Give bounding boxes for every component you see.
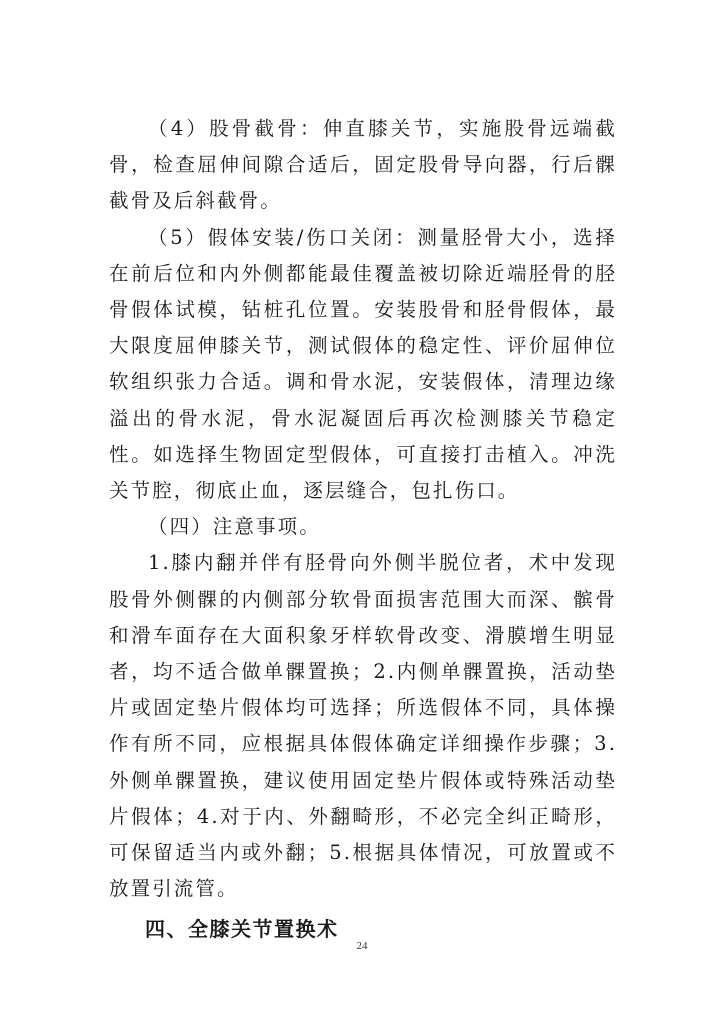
paragraph-femoral-osteotomy: （4）股骨截骨：伸直膝关节，实施股骨远端截骨，检查屈伸间隙合适后，固定股骨导向器，行后髁截骨及后斜截骨。	[109, 117, 617, 213]
section-title: 四、全膝关节置换术	[145, 917, 339, 942]
page-number: 24	[356, 940, 368, 952]
subheading-precautions: （四）注意事项。	[148, 515, 321, 539]
paragraph-precautions-list: 1.膝内翻并伴有胫骨向外侧半脱位者，术中发现股骨外侧髁的内侧部分软骨面损害范围大而深、髌骨和滑车面存在大面积象牙样软骨改变、滑膜增生明显者，均不适合做单髁置换；2.内侧单髁置换，活动垫片或固定垫片假体均可选择；所选假体不同，具体操作有所不同，应根据具体假体确定详细操作步骤；3.外侧单髁置换，建议使用固定垫片假体或特殊活动垫片假体；4.对于内、外翻畸形，不必完全纠正畸形，可保留适当内或外翻；5.根据具体情况，可放置或不放置引流管。	[109, 551, 617, 901]
paragraph-prosthesis-installation: （5）假体安装/伤口关闭：测量胫骨大小，选择在前后位和内外侧都能最佳覆盖被切除近端胫骨的胫骨假体试模，钻桩孔位置。安装股骨和胫骨假体，最大限度屈伸膝关节，测试假体的稳定性、评价屈伸位软组织张力合适。调和骨水泥，安装假体，清理边缘溢出的骨水泥，骨水泥凝固后再次检测膝关节稳定性。如选择生物固定型假体，可直接打击植入。冲洗关节腔，彻底止血，逐层缝合，包扎伤口。	[109, 225, 617, 503]
document-body	[109, 111, 617, 947]
